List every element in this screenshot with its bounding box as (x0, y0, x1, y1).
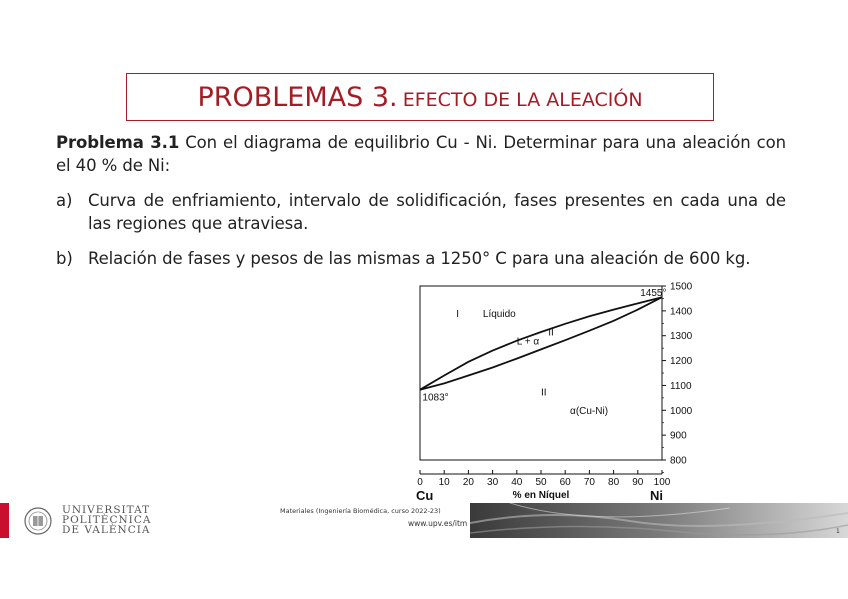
footer-texture-image (470, 503, 848, 538)
x-tick-label: 50 (535, 477, 547, 488)
y-tick-label: 1300 (670, 331, 693, 343)
y-tick-label: 900 (670, 430, 687, 442)
problem-label: Problema 3.1 (56, 133, 180, 152)
item-b-label: b) (56, 249, 73, 268)
y-tick-label: 1000 (670, 405, 693, 417)
chart-annotation: II (548, 327, 554, 339)
x-tick-label: 60 (559, 477, 571, 488)
university-name-line: POLITÈCNICA (62, 514, 152, 526)
x-tick-label: 70 (583, 477, 595, 488)
y-tick-label: 1400 (670, 306, 693, 318)
y-tick-label: 1200 (670, 356, 693, 368)
university-name (62, 505, 151, 535)
slide-subtitle: EFECTO DE LA ALEACIÓN (402, 89, 643, 111)
x-tick-label: 10 (438, 477, 450, 488)
university-name-line: UNIVERSITAT (62, 504, 151, 516)
x-tick-label: 90 (632, 477, 644, 488)
title-box (126, 73, 714, 121)
y-tick-label: 1500 (670, 281, 693, 293)
y-tick-label: 800 (670, 455, 687, 467)
x-tick-label: 80 (608, 477, 620, 488)
x-tick-label: 20 (462, 477, 474, 488)
chart-annotation: 1455° (640, 287, 667, 299)
item-a (56, 189, 786, 235)
item-a-label: a) (56, 191, 73, 210)
chart-annotation: Líquido (482, 309, 516, 321)
x-end-label-cu: Cu (416, 488, 434, 503)
brand-red-bar (0, 503, 9, 538)
item-a-text: Curva de enfriamiento, intervalo de solidificación, fases presentes en cada una de las regiones que atraviesa. (88, 191, 786, 233)
website-link[interactable]: www.upv.es/itm (408, 519, 468, 528)
item-b-text: Relación de fases y pesos de las mismas a 1250° C para una aleación de 600 kg. (88, 249, 751, 268)
chart-annotation: α(Cu-Ni) (570, 406, 609, 418)
chart-annotation: II (541, 387, 547, 399)
course-info: Materiales (Ingeniería Biomédica, curso 2022-23) (280, 507, 441, 515)
phase-diagram-chart (400, 278, 700, 503)
x-tick-label: 30 (487, 477, 499, 488)
y-tick-label: 1100 (670, 380, 692, 392)
x-end-label-ni: Ni (650, 488, 663, 503)
x-tick-label: 0 (417, 477, 423, 488)
page-number: 1 (836, 528, 840, 535)
chart-annotation: L + α (516, 336, 540, 348)
chart-annotation: 1083° (422, 392, 449, 404)
x-tick-label: 100 (653, 477, 671, 488)
problem-statement (56, 131, 786, 177)
x-tick-label: 40 (511, 477, 523, 488)
problem-text: Con el diagrama de equilibrio Cu - Ni. Determinar para una aleación con el 40 % de Ni: (56, 133, 786, 175)
chart-annotation: I (456, 309, 460, 321)
university-seal-icon (22, 506, 54, 536)
x-axis-label: % en Níquel (512, 490, 570, 501)
university-name-line: DE VALÈNCIA (62, 524, 151, 536)
slide-title: PROBLEMAS 3. (197, 82, 398, 113)
item-b (56, 247, 786, 270)
